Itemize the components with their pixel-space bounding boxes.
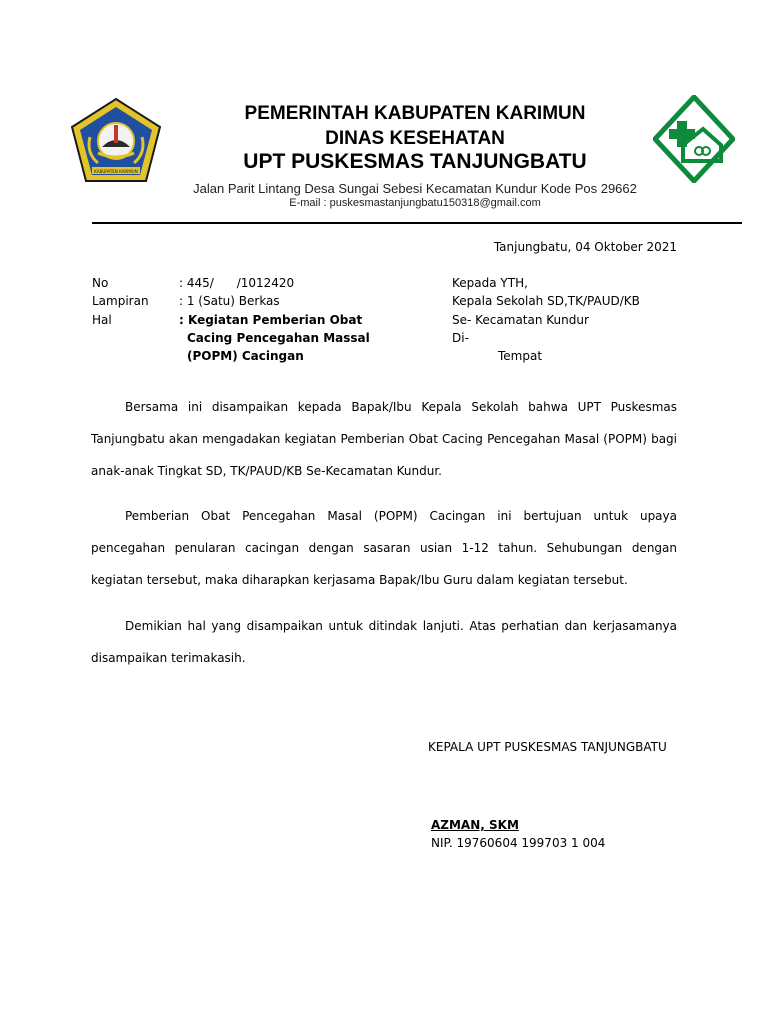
header-institution: UPT PUSKESMAS TANJUNGBATU bbox=[243, 150, 587, 173]
header-address: Jalan Parit Lintang Desa Sungai Sebesi Kecamatan Kundur Kode Pos 29662 bbox=[193, 181, 637, 196]
paragraph-3-text: Demikian hal yang disampaikan untuk ditindak lanjuti. Atas perhatian dan kerjasamanya disampaikan terimakasih. bbox=[91, 619, 677, 665]
karimun-emblem-logo bbox=[68, 97, 164, 185]
recipient-line-4: Di- bbox=[452, 331, 469, 345]
hal-line-3: (POPM) Cacingan bbox=[187, 349, 304, 363]
hal-label: Hal bbox=[92, 313, 112, 327]
hal-line-1: : Kegiatan Pemberian Obat bbox=[179, 313, 363, 327]
recipient-line-1: Kepada YTH, bbox=[452, 276, 528, 290]
paragraph-2-text: Pemberian Obat Pencegahan Masal (POPM) Cacingan ini bertujuan untuk upaya pencegahan penularan cacingan dengan sasaran usian 1-12 tahun. Sehubungan dengan kegiatan tersebut, maka diharapkan kerjasama Bapak/Ibu Guru dalam kegiatan tersebut. bbox=[91, 509, 677, 587]
recipient-line-5: Tempat bbox=[498, 349, 543, 363]
paragraph-1-text: Bersama ini disampaikan kepada Bapak/Ibu Kepala Sekolah bahwa UPT Puskesmas Tanjungbatu akan mengadakan kegiatan Pemberian Obat Cacing Pencegahan Masal (POPM) bagi anak-anak Tingkat SD, TK/PAUD/KB Se-Kecamatan Kundur. bbox=[91, 400, 677, 478]
header-department: DINAS KESEHATAN bbox=[325, 128, 505, 149]
recipient-line-2: Kepala Sekolah SD,TK/PAUD/KB bbox=[452, 294, 640, 308]
no-value: : 445/ /1012420 bbox=[179, 276, 295, 290]
puskesmas-logo bbox=[653, 95, 735, 183]
signer-title: KEPALA UPT PUSKESMAS TANJUNGBATU bbox=[428, 740, 667, 754]
recipient-line-3: Se- Kecamatan Kundur bbox=[452, 313, 589, 327]
header-divider bbox=[92, 222, 742, 224]
body-paragraph-1 bbox=[91, 391, 677, 487]
letter-date: Tanjungbatu, 04 Oktober 2021 bbox=[493, 240, 677, 254]
hal-line-2: Cacing Pencegahan Massal bbox=[187, 331, 370, 345]
signer-nip: NIP. 19760604 199703 1 004 bbox=[431, 836, 606, 850]
signer-name: AZMAN, SKM bbox=[431, 818, 519, 832]
lampiran-label: Lampiran bbox=[92, 294, 149, 308]
header-email: E-mail : puskesmastanjungbatu150318@gmail.com bbox=[289, 197, 541, 209]
body-paragraph-2 bbox=[91, 500, 677, 596]
no-label: No bbox=[92, 276, 109, 290]
lampiran-value: : 1 (Satu) Berkas bbox=[179, 294, 280, 308]
body-paragraph-3 bbox=[91, 610, 677, 674]
emblem-lettering: KABUPATEN KARIMUN bbox=[94, 169, 138, 174]
header-government: PEMERINTAH KABUPATEN KARIMUN bbox=[244, 103, 586, 124]
